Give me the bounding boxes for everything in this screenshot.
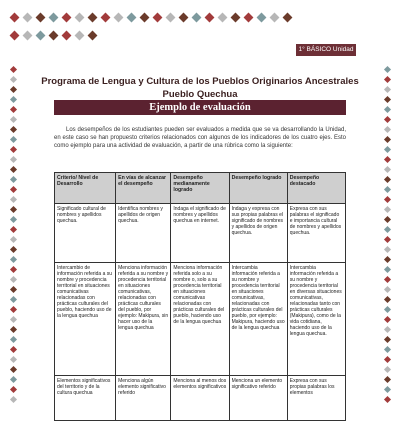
table-cell: Elementos significativos del territorio y de la cultura quechua <box>55 376 116 421</box>
program-title-line2: Pueblo Quechua <box>162 89 238 100</box>
table-cell: Menciona un elemento significativo referido <box>229 376 287 421</box>
table-row <box>55 263 346 376</box>
intro-paragraph: Los desempeños de los estudiantes pueden ser evaluados a medida que se va desarrollando la Unidad, en este caso se han propuesto criterios relacionados con algunos de los indicadores de los cuatro ejes. Esto como ejemplo para una actividad de evaluación, a partir de una rúbrica como la siguiente: <box>54 127 346 150</box>
table-cell: Indaga el significado de nombres y apellidos quechua en internet. <box>171 204 229 263</box>
table-cell: Intercambia información referida a su nombre y procedencia territorial en diversas situaciones comunicativas, relacionadas tanto con prácticas culturales (Makipura), como de la vida cotidiana, haciendo uso de la lengua quechua. <box>287 263 345 376</box>
rubric-header-row <box>55 173 346 204</box>
andean-pattern-left <box>8 62 18 400</box>
section-title: Ejemplo de evaluación <box>54 100 346 115</box>
table-cell: Intercambia información referida a su nombre y procedencia territorial en situaciones comunicativas, relacionadas con prácticas culturales del pueblo, por ejemplo: Makipura, haciendo uso de la lengua quechua <box>229 263 287 376</box>
table-cell: Menciona algún elemento significativo referido <box>116 376 171 421</box>
table-cell: Expresa con sus palabras el significado e importancia cultural de nombres y apellidos quechua. <box>287 204 345 263</box>
table-cell: Indaga y expresa con sus propias palabras el significado de nombres y apellidos de origen quechua. <box>229 204 287 263</box>
table-cell: Expresa con sus propias palabras los elementos <box>287 376 345 421</box>
table-cell: Menciona información referida a su nombre y procedencia territorial en situaciones comunicativas, relacionadas con prácticas culturales del pueblo, por ejemplo: Makipura, sin hacer uso de la lengua quechua <box>116 263 171 376</box>
grade-unit-badge: 1° BÁSICO Unidad 3 <box>296 44 356 56</box>
program-title-line1: Programa de Lengua y Cultura de los Pueblos Originarios Ancestrales <box>41 76 359 87</box>
rubric-header-criterio: Criterio/ Nivel de Desarrollo <box>55 173 116 204</box>
program-title <box>0 75 400 101</box>
rubric-header-logrado: Desempeño logrado <box>229 173 287 204</box>
table-row <box>55 376 346 421</box>
rubric-header-en-vias: En vías de alcanzar el desempeño <box>116 173 171 204</box>
table-row <box>55 204 346 263</box>
table-cell: Menciona al menos dos elementos significativos <box>171 376 229 421</box>
table-cell: Intercambio de información referida a su nombre y procedencia territorial en situaciones comunicativas relacionadas con prácticas culturales del pueblo, haciendo uso de la lengua quechua <box>55 263 116 376</box>
rubric-header-destacado: Desempeño destacado <box>287 173 345 204</box>
table-cell: Menciona información referida solo a su nombre o, solo a su procedencia territorial en situaciones comunicativas relacionadas con prácticas culturales del pueblo, haciendo uso de la lengua quechua <box>171 263 229 376</box>
table-cell: Identifica nombres y apellidos de origen quechua. <box>116 204 171 263</box>
rubric-table <box>54 172 346 421</box>
decorative-border-top <box>0 0 400 40</box>
table-cell: Significado cultural de nombres y apellidos quechua. <box>55 204 116 263</box>
rubric-header-medianamente: Desempeño medianamente logrado <box>171 173 229 204</box>
andean-pattern-right <box>382 62 392 400</box>
andean-pattern-top <box>8 10 298 22</box>
